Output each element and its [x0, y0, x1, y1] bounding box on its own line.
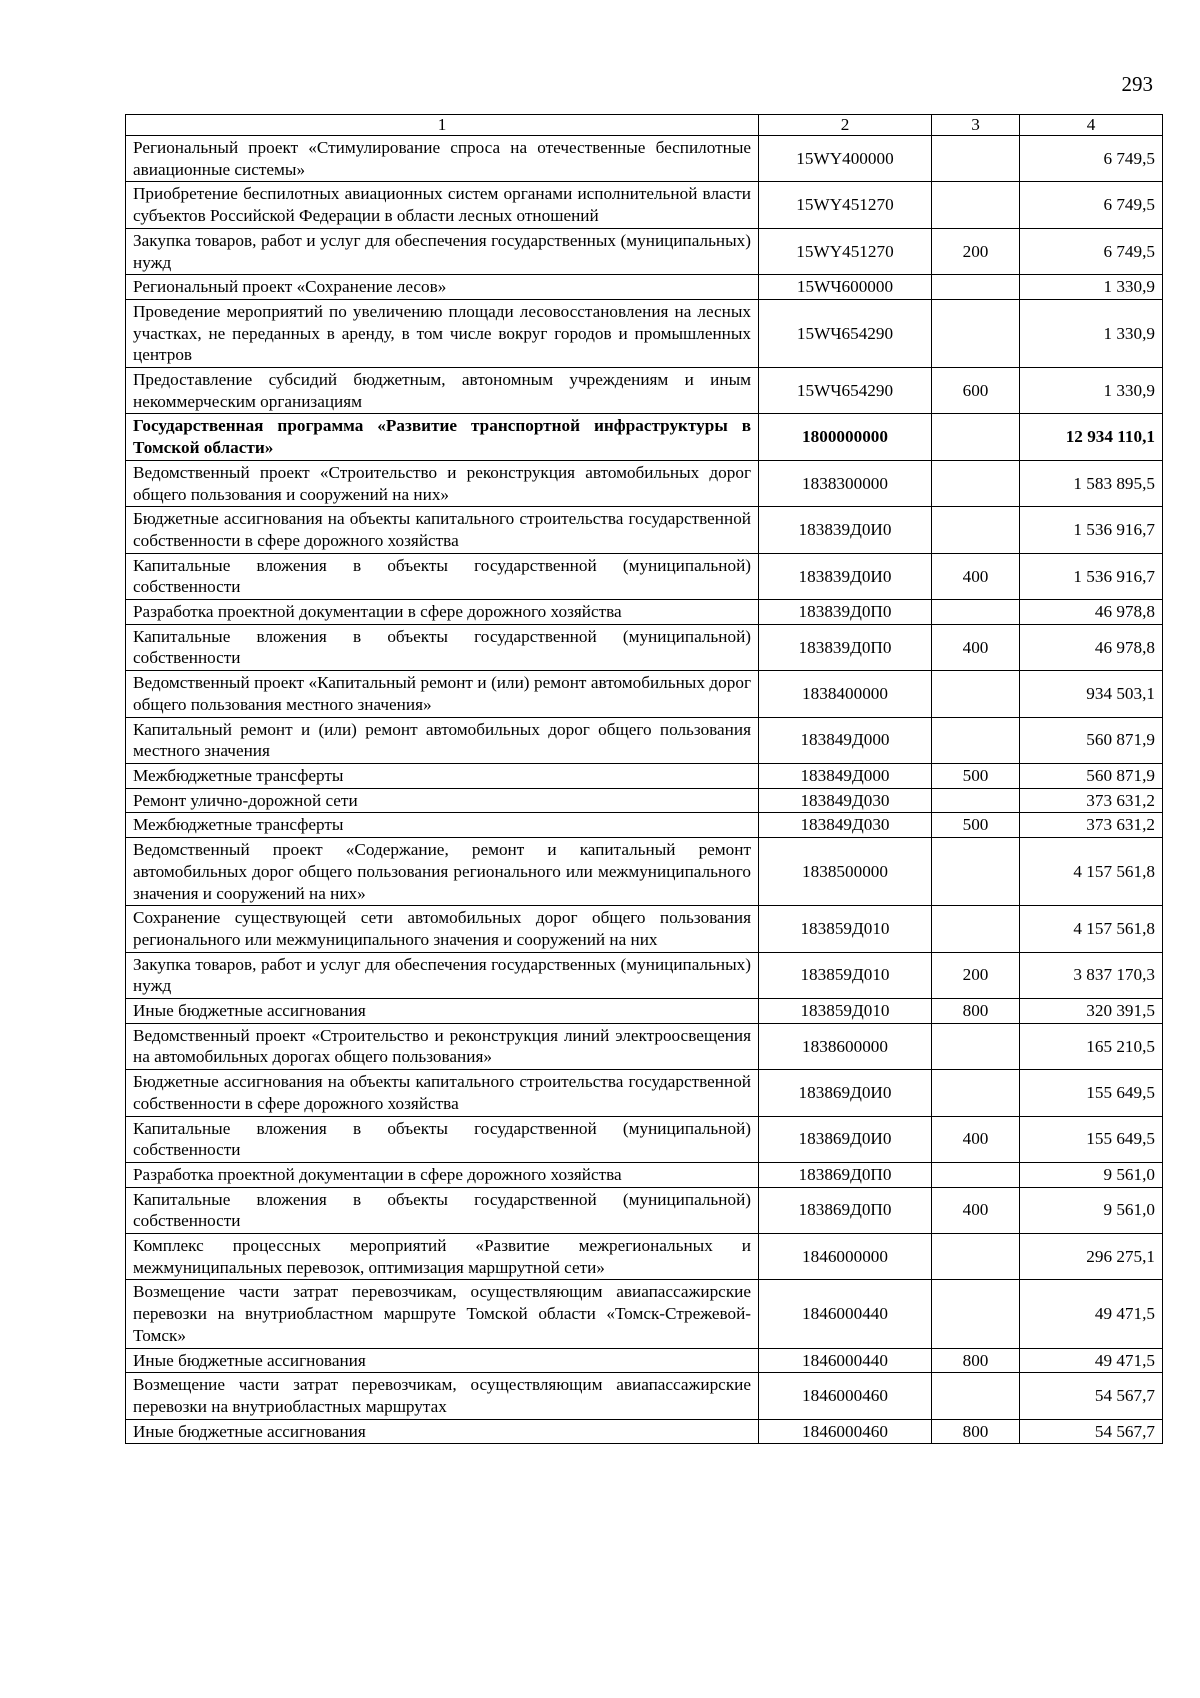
row-amount-cell: 6 749,5 [1020, 182, 1163, 228]
table-row [126, 1023, 1163, 1069]
row-type-cell: 800 [932, 1348, 1020, 1373]
row-code-cell: 15WY451270 [759, 228, 932, 274]
row-type-cell: 400 [932, 1187, 1020, 1233]
table-row [126, 553, 1163, 599]
table-row [126, 460, 1163, 506]
row-code-cell: 15WY400000 [759, 136, 932, 182]
page-number: 293 [1121, 72, 1153, 96]
row-name-cell: Капитальные вложения в объекты государственной (муниципальной) собственности [126, 1116, 759, 1162]
row-name-cell: Разработка проектной документации в сфере дорожного хозяйства [126, 1162, 759, 1187]
row-code-cell: 1838300000 [759, 460, 932, 506]
row-type-cell [932, 1234, 1020, 1280]
row-name-cell: Бюджетные ассигнования на объекты капитального строительства государственной собственности в сфере дорожного хозяйства [126, 507, 759, 553]
row-type-cell [932, 507, 1020, 553]
row-amount-cell: 46 978,8 [1020, 624, 1163, 670]
row-code-cell: 183869Д0И0 [759, 1070, 932, 1116]
row-code-cell: 1846000440 [759, 1348, 932, 1373]
table-row [126, 414, 1163, 460]
row-amount-cell: 1 330,9 [1020, 299, 1163, 367]
row-amount-cell: 1 583 895,5 [1020, 460, 1163, 506]
row-name-cell: Капитальные вложения в объекты государственной (муниципальной) собственности [126, 624, 759, 670]
table-row [126, 507, 1163, 553]
table-row [126, 763, 1163, 788]
row-type-cell [932, 600, 1020, 625]
row-name-cell: Государственная программа «Развитие транспортной инфраструктуры в Томской области» [126, 414, 759, 460]
table-row [126, 1116, 1163, 1162]
row-code-cell: 183849Д000 [759, 763, 932, 788]
table-row [126, 1070, 1163, 1116]
row-type-cell [932, 788, 1020, 813]
row-type-cell [932, 671, 1020, 717]
table-row [126, 906, 1163, 952]
row-code-cell: 183839Д0И0 [759, 553, 932, 599]
table-row [126, 999, 1163, 1024]
row-amount-cell: 54 567,7 [1020, 1373, 1163, 1419]
row-amount-cell: 373 631,2 [1020, 788, 1163, 813]
row-name-cell: Возмещение части затрат перевозчикам, осуществляющим авиапассажирские перевозки на внутриобластных маршрутах [126, 1373, 759, 1419]
row-name-cell: Приобретение беспилотных авиационных систем органами исполнительной власти субъектов Российской Федерации в области лесных отношений [126, 182, 759, 228]
row-name-cell: Ведомственный проект «Строительство и реконструкция линий электроосвещения на автомобильных дорогах общего пользования» [126, 1023, 759, 1069]
row-amount-cell: 560 871,9 [1020, 717, 1163, 763]
row-code-cell: 183849Д000 [759, 717, 932, 763]
row-name-cell: Иные бюджетные ассигнования [126, 1348, 759, 1373]
row-code-cell: 15WЧ654290 [759, 368, 932, 414]
row-type-cell: 200 [932, 228, 1020, 274]
row-amount-cell: 320 391,5 [1020, 999, 1163, 1024]
row-amount-cell: 9 561,0 [1020, 1162, 1163, 1187]
row-name-cell: Межбюджетные трансферты [126, 763, 759, 788]
table-row [126, 1373, 1163, 1419]
row-code-cell: 15WY451270 [759, 182, 932, 228]
row-type-cell [932, 1070, 1020, 1116]
row-name-cell: Бюджетные ассигнования на объекты капитального строительства государственной собственности в сфере дорожного хозяйства [126, 1070, 759, 1116]
row-code-cell: 183869Д0П0 [759, 1187, 932, 1233]
row-amount-cell: 1 330,9 [1020, 275, 1163, 300]
row-amount-cell: 49 471,5 [1020, 1348, 1163, 1373]
row-code-cell: 183869Д0П0 [759, 1162, 932, 1187]
row-name-cell: Ведомственный проект «Содержание, ремонт и капитальный ремонт автомобильных дорог общего пользования регионального или межмуниципального значения и сооружений на них» [126, 838, 759, 906]
row-type-cell [932, 136, 1020, 182]
row-name-cell: Ведомственный проект «Капитальный ремонт и (или) ремонт автомобильных дорог общего пользования местного значения» [126, 671, 759, 717]
row-code-cell: 1846000000 [759, 1234, 932, 1280]
row-type-cell [932, 1280, 1020, 1348]
row-name-cell: Ремонт улично-дорожной сети [126, 788, 759, 813]
table-row [126, 813, 1163, 838]
row-name-cell: Предоставление субсидий бюджетным, автономным учреждениям и иным некоммерческим организациям [126, 368, 759, 414]
row-code-cell: 1838400000 [759, 671, 932, 717]
row-name-cell: Сохранение существующей сети автомобильных дорог общего пользования регионального или межмуниципального значения и сооружений на них [126, 906, 759, 952]
table-row [126, 1187, 1163, 1233]
table-row [126, 1280, 1163, 1348]
row-amount-cell: 3 837 170,3 [1020, 952, 1163, 998]
table-header-row [126, 115, 1163, 136]
row-name-cell: Закупка товаров, работ и услуг для обеспечения государственных (муниципальных) нужд [126, 952, 759, 998]
row-name-cell: Иные бюджетные ассигнования [126, 999, 759, 1024]
row-name-cell: Региональный проект «Стимулирование спроса на отечественные беспилотные авиационные системы» [126, 136, 759, 182]
row-code-cell: 183849Д030 [759, 813, 932, 838]
row-type-cell [932, 906, 1020, 952]
row-type-cell: 400 [932, 624, 1020, 670]
column-header-4: 4 [1020, 115, 1163, 136]
row-name-cell: Разработка проектной документации в сфере дорожного хозяйства [126, 600, 759, 625]
row-code-cell: 183839Д0И0 [759, 507, 932, 553]
row-amount-cell: 54 567,7 [1020, 1419, 1163, 1444]
row-amount-cell: 12 934 110,1 [1020, 414, 1163, 460]
table-row [126, 952, 1163, 998]
row-name-cell: Капитальные вложения в объекты государственной (муниципальной) собственности [126, 1187, 759, 1233]
table-row [126, 1419, 1163, 1444]
row-name-cell: Межбюджетные трансферты [126, 813, 759, 838]
table-row [126, 788, 1163, 813]
column-header-2: 2 [759, 115, 932, 136]
row-type-cell: 200 [932, 952, 1020, 998]
table-row [126, 717, 1163, 763]
row-amount-cell: 1 536 916,7 [1020, 507, 1163, 553]
row-type-cell [932, 414, 1020, 460]
row-amount-cell: 4 157 561,8 [1020, 838, 1163, 906]
row-code-cell: 1846000460 [759, 1419, 932, 1444]
table-row [126, 136, 1163, 182]
row-code-cell: 183849Д030 [759, 788, 932, 813]
row-name-cell: Проведение мероприятий по увеличению площади лесовосстановления на лесных участках, не переданных в аренду, в том числе вокруг городов и промышленных центров [126, 299, 759, 367]
row-type-cell: 800 [932, 999, 1020, 1024]
row-code-cell: 183859Д010 [759, 906, 932, 952]
row-amount-cell: 1 330,9 [1020, 368, 1163, 414]
column-header-1: 1 [126, 115, 759, 136]
row-name-cell: Закупка товаров, работ и услуг для обеспечения государственных (муниципальных) нужд [126, 228, 759, 274]
row-name-cell: Капитальные вложения в объекты государственной (муниципальной) собственности [126, 553, 759, 599]
row-name-cell: Ведомственный проект «Строительство и реконструкция автомобильных дорог общего пользования и сооружений на них» [126, 460, 759, 506]
budget-table [125, 114, 1163, 1444]
row-code-cell: 1838600000 [759, 1023, 932, 1069]
row-type-cell [932, 299, 1020, 367]
row-amount-cell: 296 275,1 [1020, 1234, 1163, 1280]
row-amount-cell: 560 871,9 [1020, 763, 1163, 788]
row-type-cell [932, 1162, 1020, 1187]
table-row [126, 299, 1163, 367]
row-code-cell: 1800000000 [759, 414, 932, 460]
row-code-cell: 183859Д010 [759, 999, 932, 1024]
row-code-cell: 1846000460 [759, 1373, 932, 1419]
row-type-cell: 500 [932, 813, 1020, 838]
table-row [126, 182, 1163, 228]
row-code-cell: 183839Д0П0 [759, 600, 932, 625]
row-amount-cell: 165 210,5 [1020, 1023, 1163, 1069]
row-type-cell [932, 460, 1020, 506]
row-code-cell: 1846000440 [759, 1280, 932, 1348]
row-name-cell: Комплекс процессных мероприятий «Развитие межрегиональных и межмуниципальных перевозок, оптимизация маршрутной сети» [126, 1234, 759, 1280]
row-type-cell: 600 [932, 368, 1020, 414]
table-row [126, 275, 1163, 300]
table-row [126, 838, 1163, 906]
table-row [126, 228, 1163, 274]
row-code-cell: 1838500000 [759, 838, 932, 906]
column-header-3: 3 [932, 115, 1020, 136]
row-type-cell [932, 182, 1020, 228]
row-amount-cell: 9 561,0 [1020, 1187, 1163, 1233]
table-row [126, 1162, 1163, 1187]
row-amount-cell: 155 649,5 [1020, 1070, 1163, 1116]
row-code-cell: 15WЧ600000 [759, 275, 932, 300]
row-type-cell [932, 275, 1020, 300]
table-row [126, 368, 1163, 414]
row-code-cell: 15WЧ654290 [759, 299, 932, 367]
row-name-cell: Региональный проект «Сохранение лесов» [126, 275, 759, 300]
row-code-cell: 183869Д0И0 [759, 1116, 932, 1162]
row-type-cell: 800 [932, 1419, 1020, 1444]
row-name-cell: Капитальный ремонт и (или) ремонт автомобильных дорог общего пользования местного значения [126, 717, 759, 763]
row-amount-cell: 1 536 916,7 [1020, 553, 1163, 599]
row-amount-cell: 373 631,2 [1020, 813, 1163, 838]
row-type-cell [932, 1023, 1020, 1069]
row-amount-cell: 934 503,1 [1020, 671, 1163, 717]
row-code-cell: 183859Д010 [759, 952, 932, 998]
row-name-cell: Иные бюджетные ассигнования [126, 1419, 759, 1444]
row-amount-cell: 6 749,5 [1020, 136, 1163, 182]
row-amount-cell: 49 471,5 [1020, 1280, 1163, 1348]
row-amount-cell: 6 749,5 [1020, 228, 1163, 274]
table-row [126, 600, 1163, 625]
table-row [126, 671, 1163, 717]
table-row [126, 624, 1163, 670]
table-row [126, 1234, 1163, 1280]
row-type-cell [932, 838, 1020, 906]
row-type-cell [932, 717, 1020, 763]
table-row [126, 1348, 1163, 1373]
row-type-cell [932, 1373, 1020, 1419]
row-type-cell: 400 [932, 553, 1020, 599]
row-type-cell: 400 [932, 1116, 1020, 1162]
row-amount-cell: 46 978,8 [1020, 600, 1163, 625]
row-type-cell: 500 [932, 763, 1020, 788]
row-amount-cell: 4 157 561,8 [1020, 906, 1163, 952]
row-name-cell: Возмещение части затрат перевозчикам, осуществляющим авиапассажирские перевозки на внутриобластном маршруте Томской области «Томск-Стрежевой-Томск» [126, 1280, 759, 1348]
table-body [126, 136, 1163, 1444]
row-amount-cell: 155 649,5 [1020, 1116, 1163, 1162]
row-code-cell: 183839Д0П0 [759, 624, 932, 670]
